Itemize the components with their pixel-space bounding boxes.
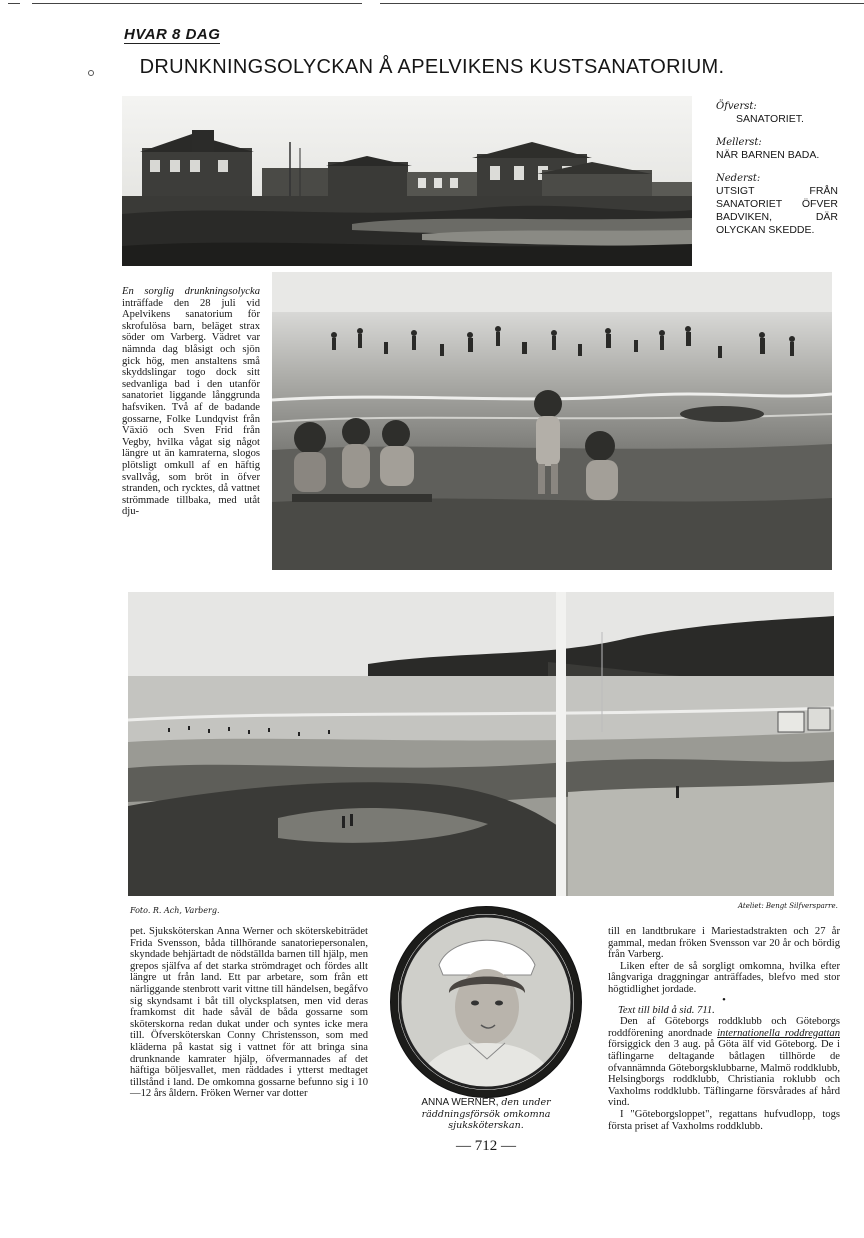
- body-right-subheading: Text till bild å sid. 711.: [618, 1004, 715, 1016]
- caption-block: [716, 100, 838, 237]
- caption-middle-text: NÄR BARNEN BADA.: [716, 149, 820, 161]
- top-rule-right: [380, 3, 864, 4]
- body-left-text: pet. Sjuksköterskan Anna Werner och sköterskebiträdet Frida Svensson, båda tillhörande sanatoriepersonalen, skyndade behjärtadt de nödställda barnen till hjälp, men grepos själfva af det starka strömdraget och fördes allt längre ut från land. Ett par arbetare, som från ett närliggande stenbrott varit vittne till händelsen, begåfvo sig skyndsamt i båt till olycksplatsen, men vid deras framkomst dit hade såväl de båda gossarne som sköterskorna redan dukat under och syntes icke mera till. Öfversköterskan Conny Christensson, som med kläderna på kastat sig i vattnet för att bringa sina drunknande kamrater hjälp, öfvermannades af det häftiga böljesvallet, men räddades i ytterst medtaget tillstånd i land. De omkomna gossarne befunno sig i 10—12 års åldern. Fröken Werner var dotter: [130, 926, 368, 1100]
- bathing-illustration: [272, 272, 832, 570]
- body-right-p4: I "Göteborgsloppet", regattans hufvudlopp, togs första priset af Vaxholms roddklubb.: [608, 1108, 840, 1132]
- photo-bay-panorama: [128, 592, 834, 896]
- body-right-p3a: Den af Göteborgs roddklubb och Göteborgs roddförening anordnade: [608, 1016, 840, 1039]
- caption-top-text: SANATORIET.: [736, 113, 804, 125]
- caption-middle-label: Mellerst:: [716, 137, 762, 148]
- photo-sanatorium: [122, 96, 692, 266]
- body-right-p1: till en landtbrukare i Mariestadstrakten och 27 år gammal, medan fröken Svensson var 20 år och bördig från Varberg.: [608, 926, 840, 961]
- body-right-column: [608, 926, 840, 1132]
- masthead: HVAR 8 DAG: [124, 26, 221, 43]
- intro-lead: En sorglig drunkningsolycka: [122, 286, 260, 297]
- body-right-p3b: försiggick den 3 aug. på Göta älf vid Göteborg. De i täflingarne deltagande båtlagen tillhörde de ofvannämnda Göteborgsklubbarne, Malmö roddklubb, Helsingborgs roddklubb, Christiania roklubb och Vaxholms roddklubb. Täflingarne försvårades af hård vind.: [608, 1039, 840, 1109]
- body-right-p3-italic: internationella roddregattan: [717, 1027, 840, 1039]
- intro-column: [122, 286, 260, 518]
- sanatorium-illustration: [122, 96, 692, 266]
- portrait-caption-name: ANNA WERNER,: [421, 1097, 499, 1108]
- body-right-bullet: •: [722, 994, 726, 1006]
- headline: DRUNKNINGSOLYCKAN Å APELVIKENS KUSTSANATORIUM.: [139, 56, 725, 78]
- portrait-frame: [390, 906, 582, 1098]
- top-rule-middle: [32, 3, 362, 4]
- nurse-portrait-illustration: [391, 907, 581, 1097]
- caption-top-label: Öfverst:: [716, 101, 757, 112]
- portrait-caption-text: den under räddningsförsök omkomna sjuksköterskan.: [421, 1097, 551, 1131]
- bay-illustration: [128, 592, 834, 896]
- body-left-column: [130, 926, 368, 1100]
- drawing-credit: Ateliet: Bengt Silfversparre.: [738, 902, 838, 910]
- intro-text: inträffade den 28 juli vid Apelvikens sanatorium för skrofulösa barn, beläget strax söder om Varberg. Vädret var nämnda dag blåsigt och sjön gick hög, men anstaltens små skyddslingar togo dock sitt sedvanliga bad i den utanför sanatoriet liggande långgrunda hafsviken. Två af de badande gossarne, Folke Lundqvist från Växiö och Sven Frid från Vegby, hvilka vågat sig något längre ut än kamraterna, slogos plötsligt omkull af en häftig svallvåg, som bröt in öfver stranden, och rycktes, då vattnet strömmade tillbaka, med utåt dju-: [122, 297, 260, 518]
- photo-credit: Foto. R. Ach, Varberg.: [130, 906, 220, 915]
- caption-bottom-label: Nederst:: [716, 173, 761, 184]
- portrait-caption: [400, 1097, 572, 1132]
- top-rule-left: [8, 3, 20, 4]
- photo-children-bathing: [272, 272, 832, 570]
- page-number: — 712 —: [456, 1138, 516, 1154]
- body-right-p2: Liken efter de så sorgligt omkomna, hvilka efter långvariga draggningar anträffades, blefvo med stor högtidlighet jordade.: [608, 960, 840, 995]
- caption-bottom-text: UTSIGT FRÅN SANATORIET ÖFVER BADVIKEN, DÄR OLYCKAN SKEDDE.: [716, 185, 838, 236]
